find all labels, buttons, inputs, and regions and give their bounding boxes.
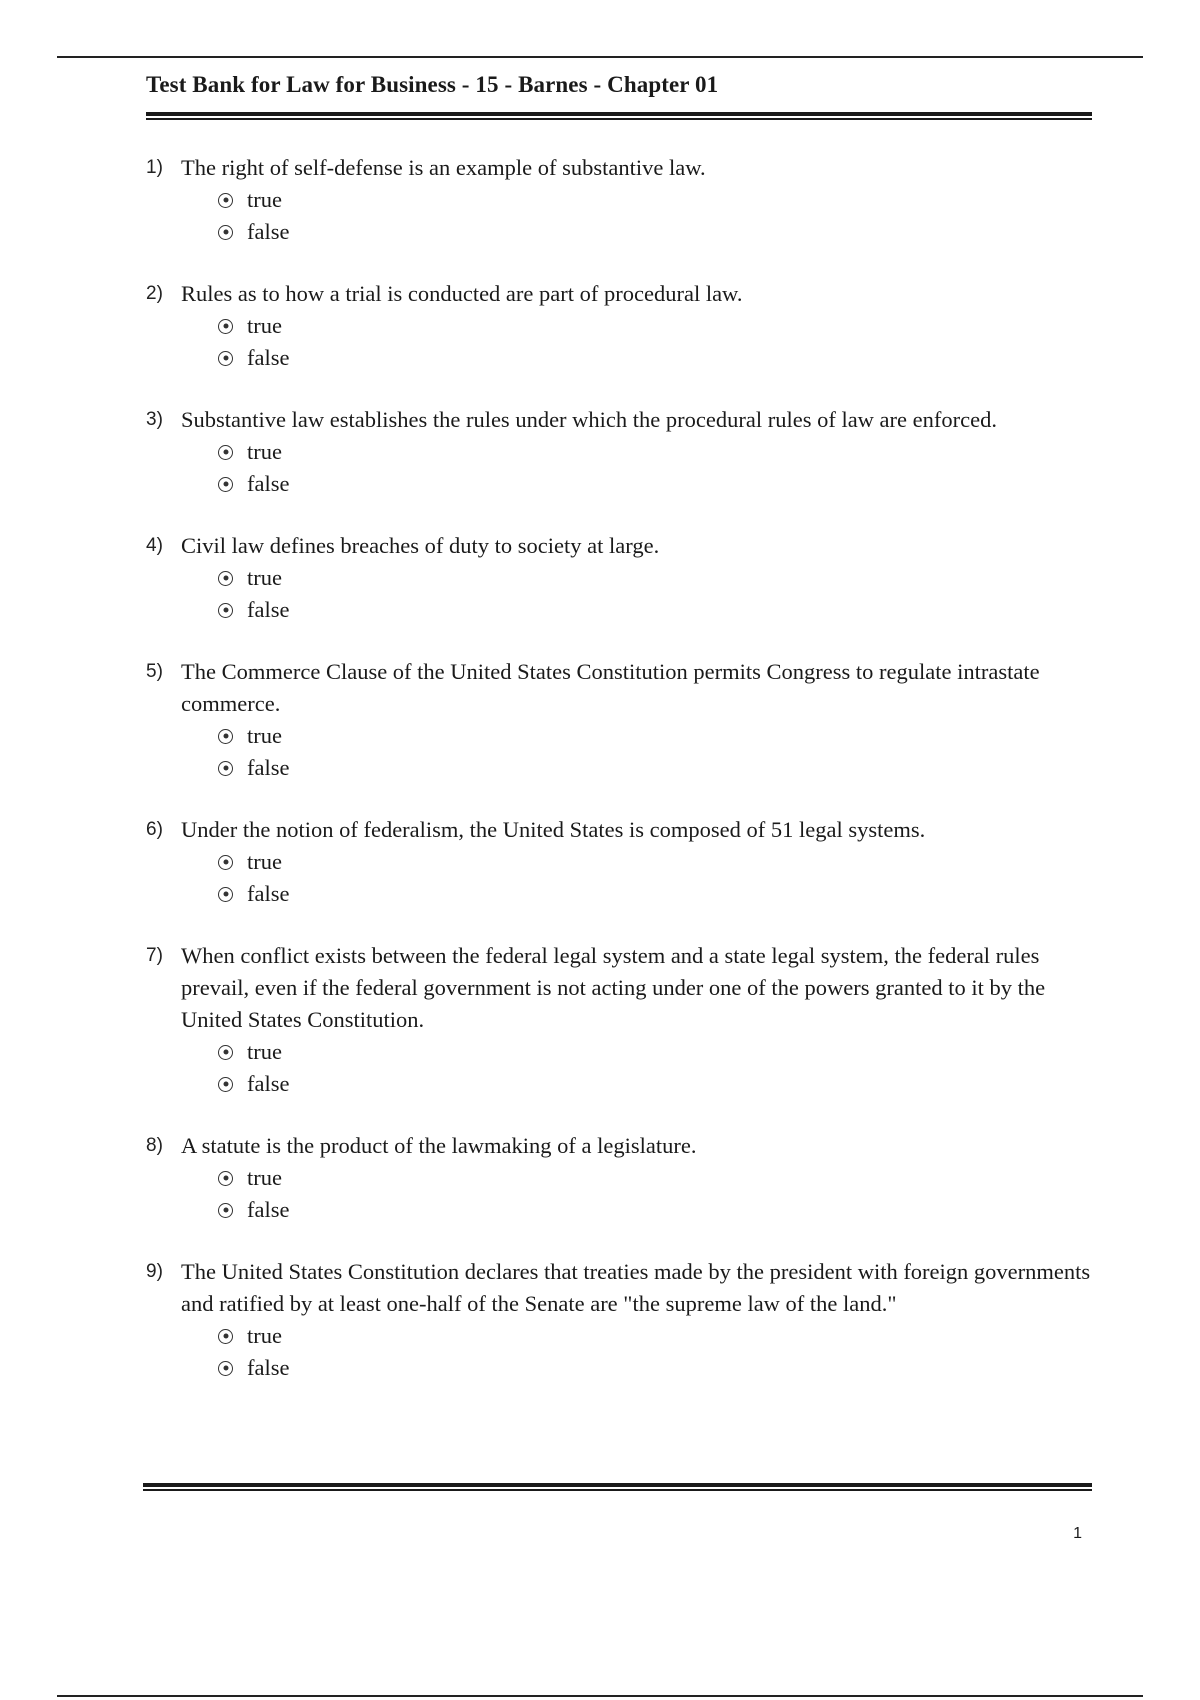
- radio-button-icon[interactable]: [218, 761, 233, 776]
- question-8: [146, 1130, 1096, 1226]
- radio-button-icon[interactable]: [218, 855, 233, 870]
- question-number: 8): [146, 1135, 163, 1156]
- option-label: false: [247, 881, 290, 906]
- question-number: 4): [146, 535, 163, 556]
- question-3: [146, 404, 1096, 500]
- option-false[interactable]: [218, 1352, 1096, 1384]
- option-true[interactable]: [218, 846, 1096, 878]
- option-true[interactable]: [218, 720, 1096, 752]
- question-number: 2): [146, 283, 163, 304]
- radio-button-icon[interactable]: [218, 1203, 233, 1218]
- footer-double-rule: [143, 1483, 1092, 1492]
- question-text: When conflict exists between the federal legal system and a state legal system, the federal rules prevail, even if the federal government is not acting under one of the powers granted to it by the United States Constitution.: [181, 943, 1046, 1032]
- option-true[interactable]: [218, 1162, 1096, 1194]
- radio-button-icon[interactable]: [218, 225, 233, 240]
- question-1: [146, 152, 1096, 248]
- question-text: Rules as to how a trial is conducted are part of procedural law.: [181, 281, 743, 306]
- question-text: Civil law defines breaches of duty to society at large.: [181, 533, 660, 558]
- question-text: The United States Constitution declares that treaties made by the president with foreign governments and ratified by at least one-half of the Senate are "the supreme law of the land.": [181, 1259, 1091, 1316]
- option-true[interactable]: [218, 1036, 1096, 1068]
- option-false[interactable]: [218, 878, 1096, 910]
- option-false[interactable]: [218, 752, 1096, 784]
- question-number: 3): [146, 409, 163, 430]
- radio-button-icon[interactable]: [218, 445, 233, 460]
- option-label: false: [247, 471, 290, 496]
- option-false[interactable]: [218, 1194, 1096, 1226]
- question-number: 7): [146, 945, 163, 966]
- question-number: 9): [146, 1261, 163, 1282]
- option-true[interactable]: [218, 310, 1096, 342]
- question-2: [146, 278, 1096, 374]
- question-text: A statute is the product of the lawmaking of a legislature.: [181, 1133, 697, 1158]
- option-true[interactable]: [218, 184, 1096, 216]
- option-label: false: [247, 597, 290, 622]
- option-label: true: [247, 313, 282, 338]
- option-label: true: [247, 565, 282, 590]
- option-label: true: [247, 849, 282, 874]
- option-label: true: [247, 187, 282, 212]
- question-text: The Commerce Clause of the United States Constitution permits Congress to regulate intrastate commerce.: [181, 659, 1040, 716]
- question-4: [146, 530, 1096, 626]
- radio-button-icon[interactable]: [218, 1329, 233, 1344]
- option-label: false: [247, 1355, 290, 1380]
- radio-button-icon[interactable]: [218, 1171, 233, 1186]
- document-header: [146, 70, 1090, 121]
- radio-button-icon[interactable]: [218, 193, 233, 208]
- option-true[interactable]: [218, 562, 1096, 594]
- question-number: 6): [146, 819, 163, 840]
- option-false[interactable]: [218, 1068, 1096, 1100]
- radio-button-icon[interactable]: [218, 1361, 233, 1376]
- question-number: 5): [146, 661, 163, 682]
- radio-button-icon[interactable]: [218, 1077, 233, 1092]
- option-label: false: [247, 755, 290, 780]
- question-text: Under the notion of federalism, the United States is composed of 51 legal systems.: [181, 817, 926, 842]
- option-false[interactable]: [218, 216, 1096, 248]
- option-false[interactable]: [218, 594, 1096, 626]
- radio-button-icon[interactable]: [218, 887, 233, 902]
- option-label: false: [247, 345, 290, 370]
- question-5: [146, 656, 1096, 784]
- option-label: true: [247, 1039, 282, 1064]
- radio-button-icon[interactable]: [218, 729, 233, 744]
- option-label: false: [247, 1197, 290, 1222]
- radio-button-icon[interactable]: [218, 319, 233, 334]
- option-label: true: [247, 1323, 282, 1348]
- page-bottom-rule: [57, 1695, 1143, 1697]
- option-false[interactable]: [218, 468, 1096, 500]
- radio-button-icon[interactable]: [218, 603, 233, 618]
- radio-button-icon[interactable]: [218, 351, 233, 366]
- option-label: true: [247, 439, 282, 464]
- document-title: Test Bank for Law for Business - 15 - Barnes - Chapter 01: [146, 72, 719, 97]
- option-true[interactable]: [218, 436, 1096, 468]
- page-number: 1: [1073, 1525, 1082, 1542]
- radio-button-icon[interactable]: [218, 571, 233, 586]
- option-label: true: [247, 723, 282, 748]
- question-9: [146, 1256, 1096, 1384]
- question-text: Substantive law establishes the rules under which the procedural rules of law are enforced.: [181, 407, 997, 432]
- radio-button-icon[interactable]: [218, 477, 233, 492]
- radio-button-icon[interactable]: [218, 1045, 233, 1060]
- option-label: true: [247, 1165, 282, 1190]
- option-false[interactable]: [218, 342, 1096, 374]
- question-text: The right of self-defense is an example of substantive law.: [181, 155, 706, 180]
- question-list: [146, 152, 1096, 1414]
- question-6: [146, 814, 1096, 910]
- question-number: 1): [146, 157, 163, 178]
- header-double-rule: [146, 112, 1092, 121]
- option-true[interactable]: [218, 1320, 1096, 1352]
- option-label: false: [247, 219, 290, 244]
- page-top-rule: [57, 56, 1143, 58]
- option-label: false: [247, 1071, 290, 1096]
- question-7: [146, 940, 1096, 1100]
